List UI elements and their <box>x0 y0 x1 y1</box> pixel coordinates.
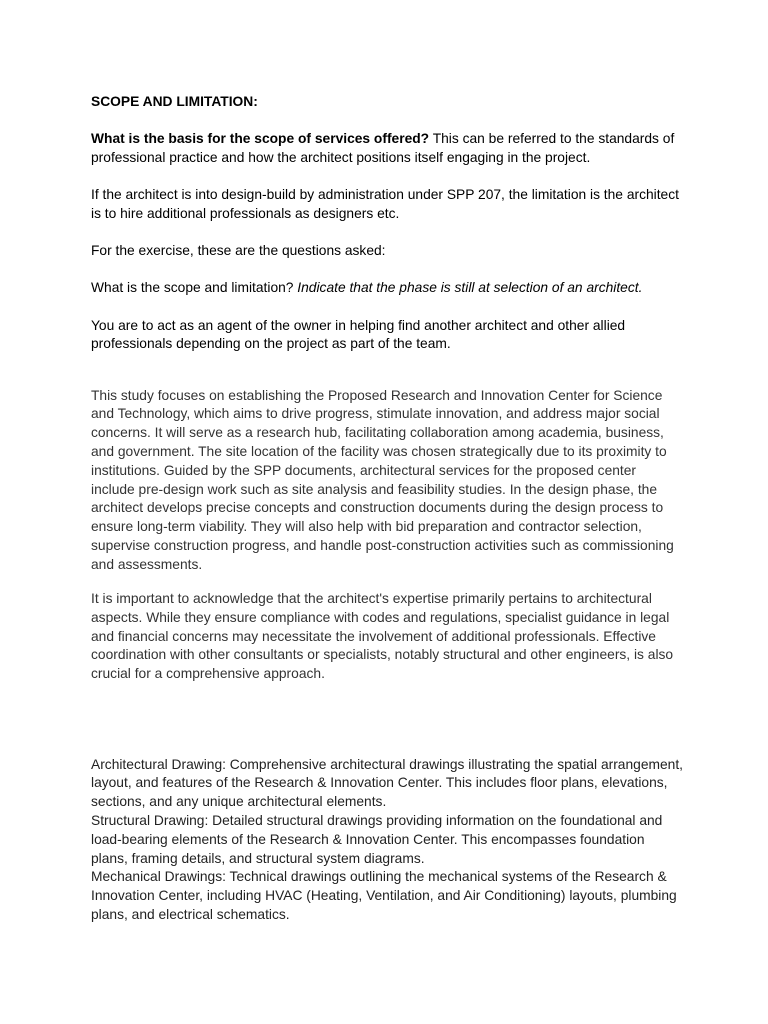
basis-answer: This can be referred to the standards of professional practice and how the architect positions itself engaging in the project. <box>91 131 675 165</box>
exercise-intro-paragraph: For the exercise, these are the questions asked: <box>91 243 386 259</box>
study-focus-paragraph: This study focuses on establishing the Proposed Research and Innovation Center for Science and Technology, which aims to drive progress, stimulate innovation, and address major social concerns. It will serve as a research hub, facilitating collaboration among academia, business, and government. The site location of the facility was chosen strategically due to its proximity to institutions. Guided by the SPP documents, architectural services for the proposed center include pre-design work such as site analysis and feasibility studies. In the design phase, the architect develops precise concepts and construction documents during the design process to ensure long-term viability. They will also help with bid preparation and contractor selection, supervise construction progress, and handle post-construction activities such as commissioning and assessments. <box>91 387 674 572</box>
drawing-item-architectural: Architectural Drawing: Comprehensive architectural drawings illustrating the spatial arrangement, layout, and features of the Research & Innovation Center. This includes floor plans, elevations, sections, and any unique architectural elements. <box>91 756 684 810</box>
section-heading: SCOPE AND LIMITATION: <box>91 94 258 109</box>
scope-instruction: Indicate that the phase is still at selection of an architect. <box>297 280 643 296</box>
spacer <box>91 373 683 387</box>
basis-paragraph <box>91 130 683 168</box>
expertise-note-paragraph: It is important to acknowledge that the architect's expertise primarily pertains to architectural aspects. While they ensure compliance with codes and regulations, specialist guidance in legal and financial concerns may necessitate the involvement of additional professionals. Effective coordination with other consultants or specialists, notably structural and other engineers, is also crucial for a comprehensive approach. <box>91 591 674 682</box>
design-build-paragraph: If the architect is into design-build by administration under SPP 207, the limitation is the architect is to hire additional professionals as designers etc. <box>91 187 679 221</box>
scope-question: What is the scope and limitation? <box>91 280 298 296</box>
document-page <box>91 93 683 925</box>
spacer <box>91 700 683 756</box>
drawing-item-mechanical: Mechanical Drawings: Technical drawings outlining the mechanical systems of the Research & Innovation Center, including HVAC (Heating, Ventilation, and Air Conditioning) layouts, plumbing plans, and electrical schematics. <box>91 869 677 923</box>
agent-role-paragraph: You are to act as an agent of the owner in helping find another architect and other allied professionals depending on the project as part of the team. <box>91 317 626 352</box>
basis-question: What is the basis for the scope of services offered? <box>91 131 430 147</box>
drawing-item-structural: Structural Drawing: Detailed structural drawings providing information on the foundational and load-bearing elements of the Research & Innovation Center. This encompasses foundation plans, framing details, and structural system diagrams. <box>91 813 663 866</box>
scope-question-paragraph <box>91 279 683 298</box>
